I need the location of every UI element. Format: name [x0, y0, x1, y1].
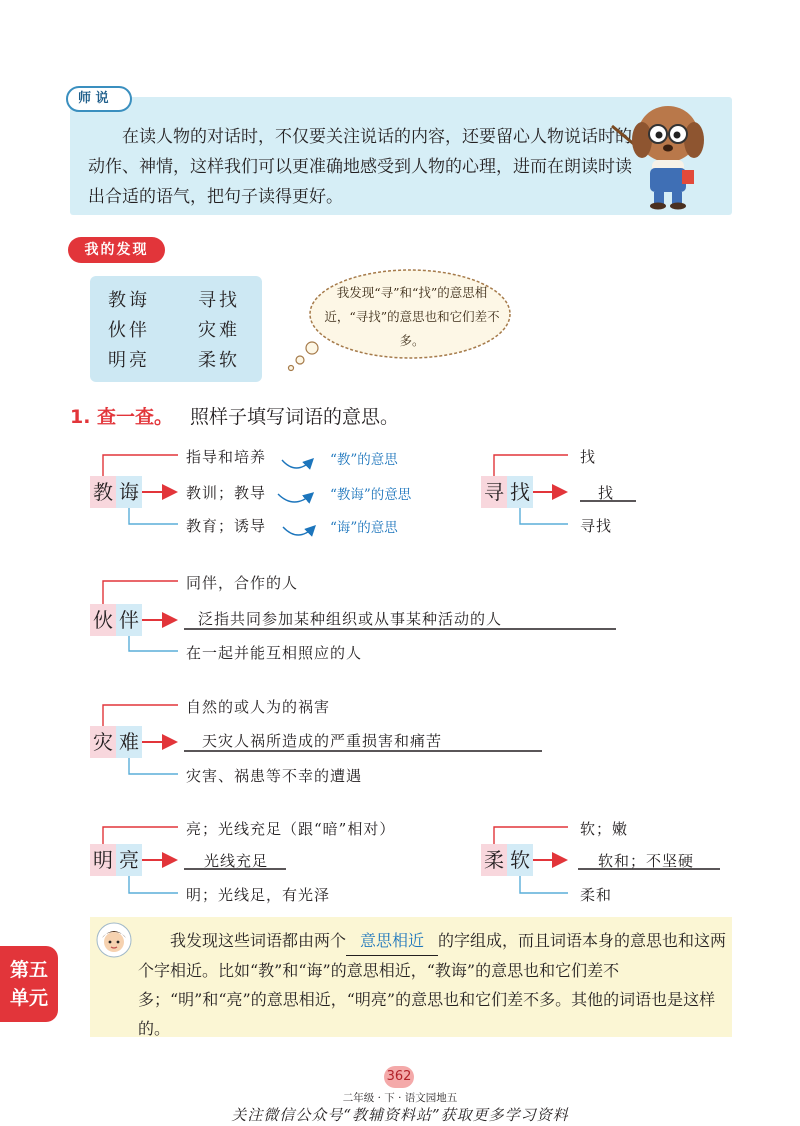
answer-zainan: 天灾人祸所造成的严重损害和痛苦 [202, 732, 443, 750]
char-xun: 寻 [481, 476, 507, 508]
student-avatar-icon [96, 922, 132, 958]
question-number: 1. 查一查。 [70, 406, 174, 428]
note-hui-meaning: “诲”的意思 [330, 520, 398, 536]
summary-text-before: 我发现这些词语都由两个 [170, 931, 347, 950]
def-rouruan-3: 柔和 [580, 886, 613, 904]
def-zainan-3: 灾害、祸患等不幸的遭遇 [186, 767, 363, 785]
def-jiaohui-3: 教育；诱导 [186, 517, 267, 535]
char-liang: 亮 [116, 844, 142, 876]
unit-tab-line1: 第五 [9, 959, 48, 981]
word-zainan: 灾难 [198, 320, 240, 341]
answer-mingliang: 光线充足 [204, 852, 269, 870]
footer-note: 关注微信公众号“教辅资料站”获取更多学习资料 [231, 1106, 569, 1124]
def-huoban-1: 同伴，合作的人 [186, 574, 299, 592]
char-rou: 柔 [481, 844, 507, 876]
word-rouruan: 柔软 [198, 350, 240, 371]
teacher-says-badge: 师 说 [66, 86, 132, 112]
answer-rouruan: 软和；不坚硬 [598, 852, 695, 870]
def-huoban-3: 在一起并能互相照应的人 [186, 644, 363, 662]
answer-huoban: 泛指共同参加某种组织或从事某种活动的人 [198, 610, 503, 628]
def-zainan-1: 自然的或人为的祸害 [186, 698, 331, 716]
char-ruan: 软 [507, 844, 533, 876]
def-jiaohui-2: 教训；教导 [186, 484, 267, 502]
summary-answer-blank: 意思相近 [346, 926, 438, 956]
char-zhao: 找 [507, 476, 533, 508]
char-nan: 难 [116, 726, 142, 758]
char-ming: 明 [90, 844, 116, 876]
unit-tab [0, 946, 58, 1022]
def-rouruan-1: 软；嫩 [580, 820, 629, 838]
def-jiaohui-1: 指导和培养 [186, 448, 267, 466]
unit-tab-line2: 单元 [9, 987, 48, 1009]
teacher-says-text: 在读人物的对话时，不仅要关注说话的内容，还要留心人物说话时的动作、神情，这样我们可以更准确地感受到人物的心理，进而在朗读时读出合适的语气，把句子读得更好。 [88, 127, 632, 207]
my-discovery-badge: 我的发现 [68, 237, 165, 263]
def-mingliang-3: 明；光线足，有光泽 [186, 886, 331, 904]
grade-line: 二年级 · 下 · 语文园地五 [342, 1092, 458, 1104]
def-xunzhao-3: 寻找 [580, 517, 613, 535]
char-zai: 灾 [90, 726, 116, 758]
note-jiao-meaning: “教”的意思 [330, 452, 398, 468]
char-jiao: 教 [90, 476, 116, 508]
char-ban: 伴 [116, 604, 142, 636]
word-xunzhao: 寻找 [198, 290, 240, 311]
summary-text-after: 的字组成，而且词语本身的意思也和这两个字相近。比如“教”和“诲”的意思相近，“教诲”的意思也和它们差不多；“明”和“亮”的意思相近，“明亮”的意思也和它们差不多。其他的词语也是这样的。 [138, 931, 727, 1038]
summary-text [138, 926, 728, 1043]
page-number: 362 [384, 1066, 414, 1088]
note-jiaohui-meaning: “教诲”的意思 [330, 487, 412, 503]
answer-xunzhao: 找 [598, 484, 615, 502]
word-jiaohui: 教诲 [108, 290, 150, 311]
word-mingliang: 明亮 [108, 350, 150, 371]
char-hui: 诲 [116, 476, 142, 508]
def-xunzhao-1: 找 [580, 448, 597, 466]
def-mingliang-1: 亮；光线充足（跟“暗”相对） [186, 820, 396, 838]
char-huo: 伙 [90, 604, 116, 636]
thought-bubble-text: 我发现“寻”和“找”的意思相近，“寻找”的意思也和它们差不多。 [324, 285, 500, 348]
question-instruction: 照样子填写词语的意思。 [190, 406, 400, 428]
word-huoban: 伙伴 [108, 320, 150, 341]
